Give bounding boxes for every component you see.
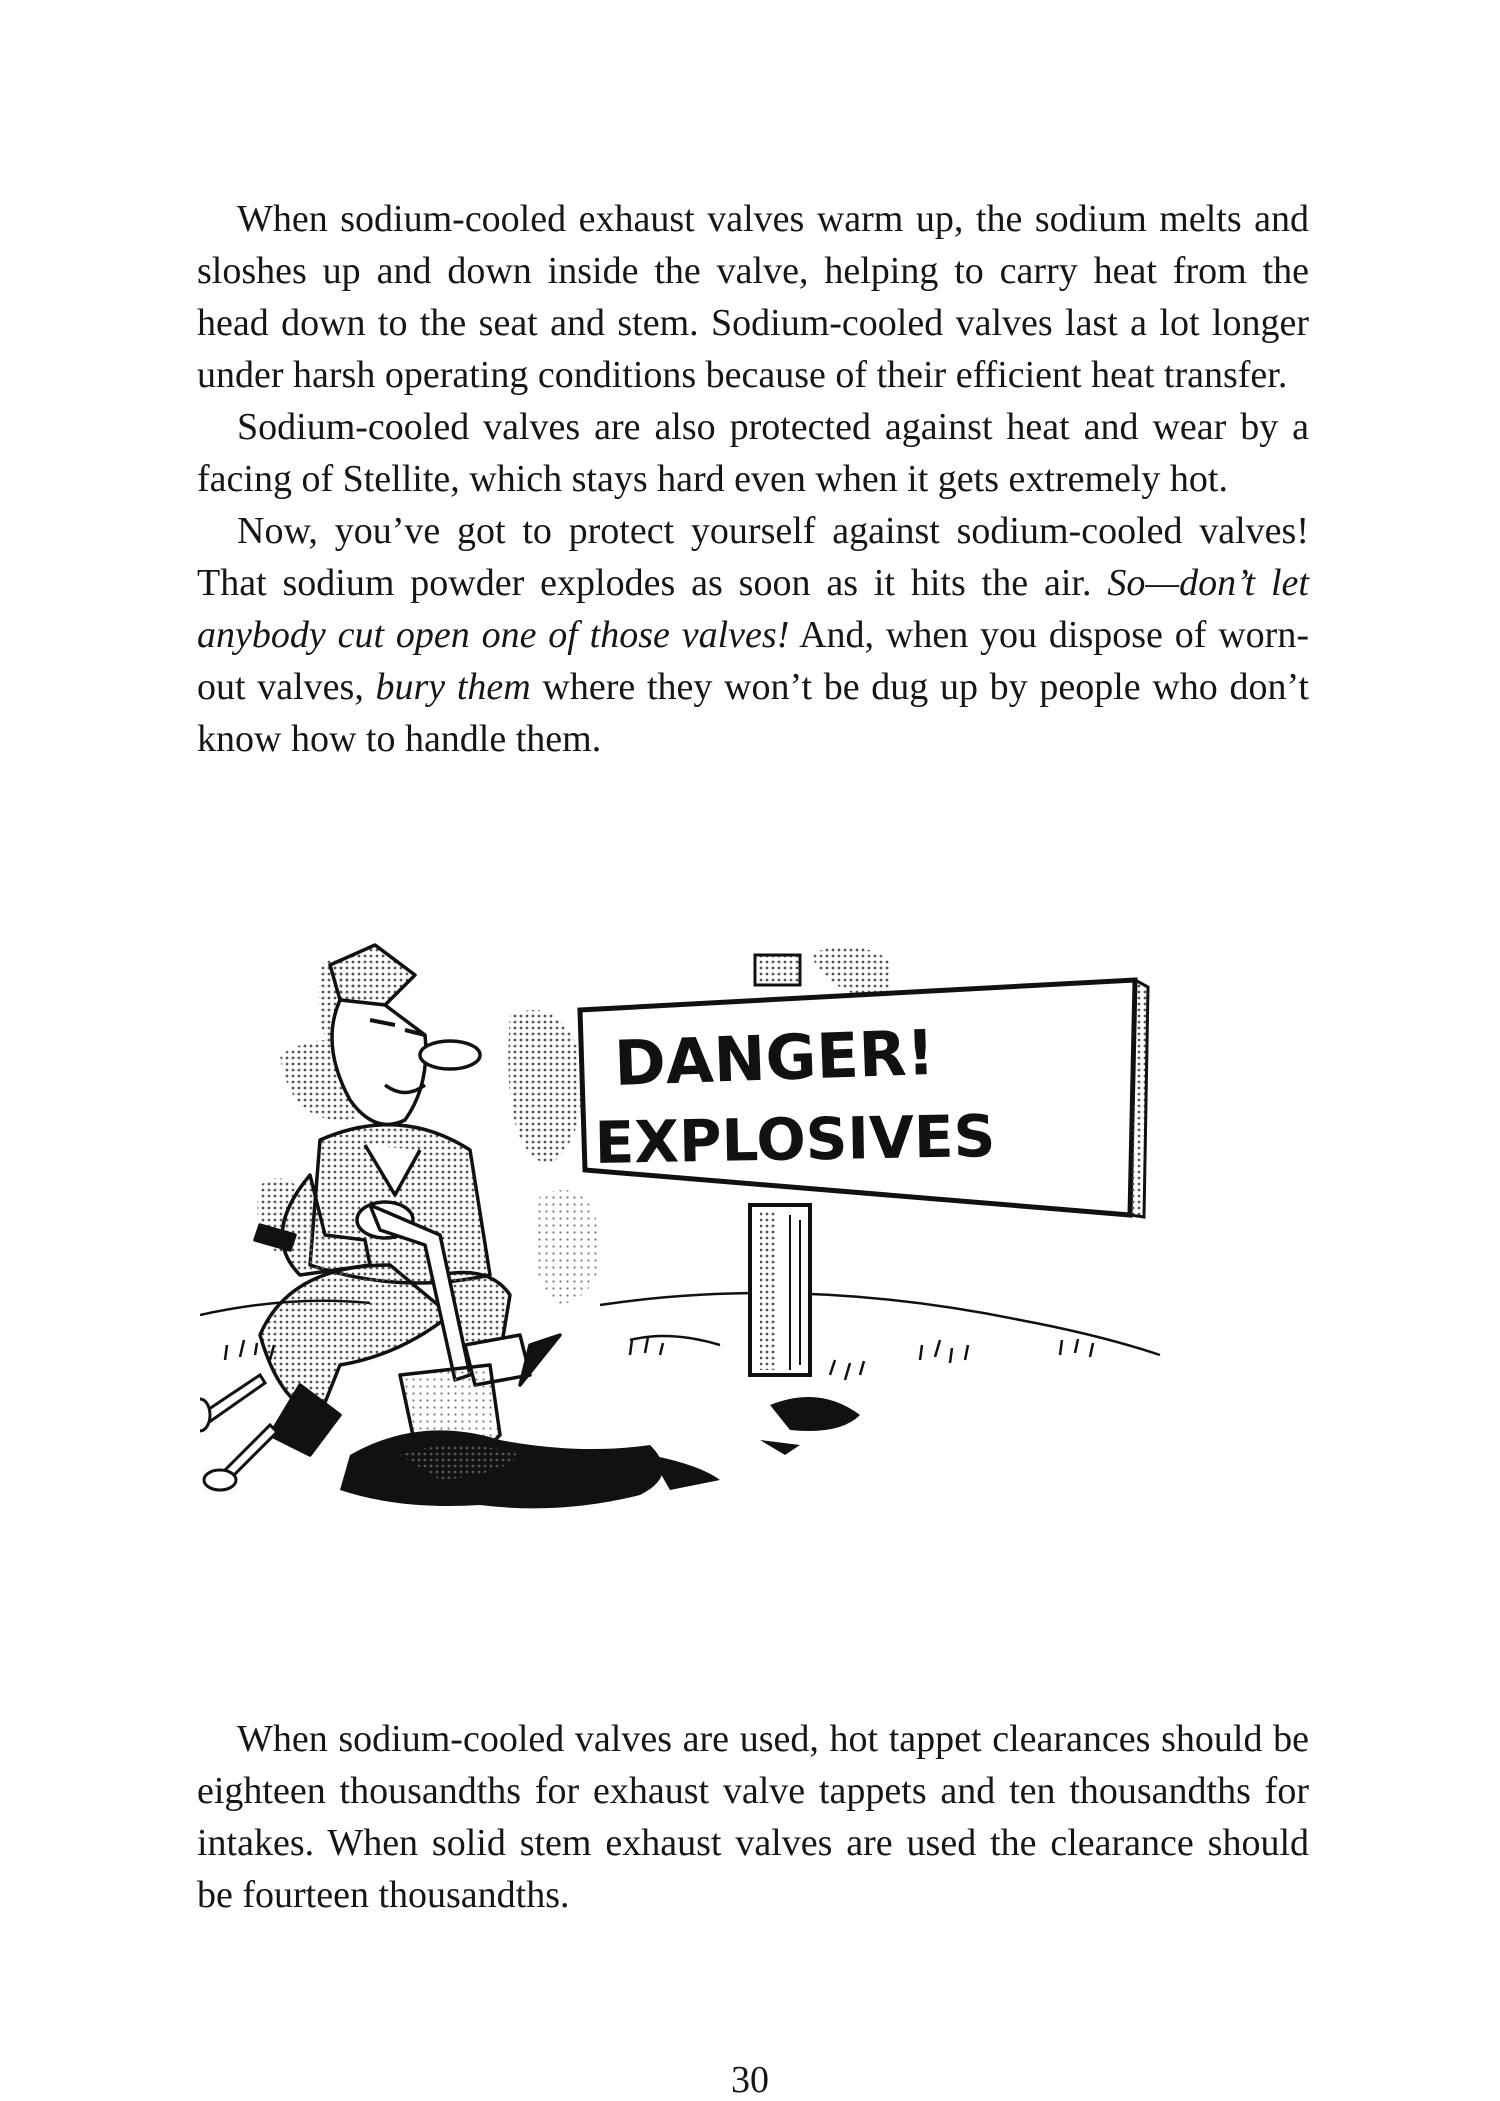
top-text-block <box>197 193 1309 765</box>
paragraph-sodium-melts: When sodium-cooled exhaust valves warm up, the sodium melts and sloshes up and down inside the valve, helping to carry heat from the head down to the seat and stem. Sodium-cooled valves last a lot longer under harsh operating conditions because of their efficient heat transfer. <box>197 198 1309 396</box>
warning-italic-1: So—don’t let anybody cut open one of those valves! <box>197 562 1309 656</box>
danger-sign <box>580 980 1148 1217</box>
cartoon-illustration <box>200 935 1250 1575</box>
warning-italic-2: bury them <box>375 666 531 708</box>
valves-on-ground <box>200 1375 277 1490</box>
warning-text-2: And, when you dispose of worn-out valves, <box>197 614 1309 708</box>
sign-line-explosives: EXPLOSIVES <box>594 1102 996 1177</box>
bottom-text-block <box>197 1713 1309 1921</box>
warning-text-1: Now, you’ve got to protect yourself against sodium-cooled valves! That sodium powder explodes as soon as it hits the air. <box>197 510 1309 604</box>
warning-text-3: where they won’t be dug up by people who don’t know how to handle them. <box>197 666 1309 760</box>
paragraph-tappet-clearances: When sodium-cooled valves are used, hot tappet clearances should be eighteen thousandths for exhaust valve tappets and ten thousandths for intakes. When solid stem exhaust valves are used the clearance should be fourteen thousandths. <box>197 1718 1309 1916</box>
paragraph-warning <box>197 505 1309 765</box>
paragraph-stellite: Sodium-cooled valves are also protected against heat and wear by a facing of Stellite, which stays hard even when it gets extremely hot. <box>197 406 1309 500</box>
page-number: 30 <box>731 2059 769 2101</box>
sign-line-danger: DANGER! <box>612 1015 936 1100</box>
